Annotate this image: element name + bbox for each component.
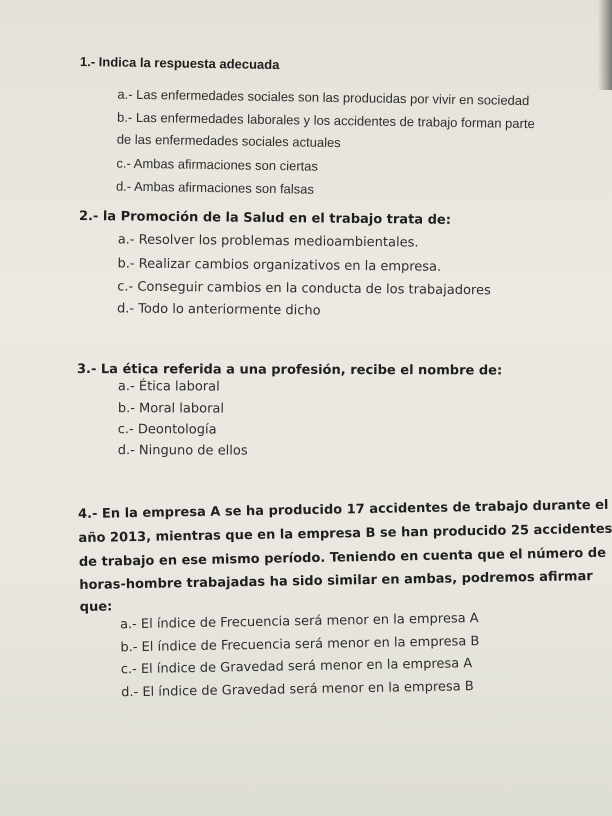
question-3-option-b: b.- Moral laboral xyxy=(117,401,225,417)
question-1 xyxy=(1,0,612,197)
question-3-option-c: c.- Deontología xyxy=(117,422,217,438)
question-1-option-b: b.- Las enfermedades laborales y los accidentes de trabajo forman parte xyxy=(116,109,535,132)
question-4-title-line-1: 4.- En la empresa A se ha producido 17 accidentes de trabajo durante el xyxy=(77,497,609,523)
question-1-option-a: a.- Las enfermedades sociales son las producidas por vivir en sociedad xyxy=(117,86,530,109)
question-4-title-line-3: de trabajo en ese mismo período. Teniendo en cuenta que el número de xyxy=(78,545,607,571)
question-4-title-line-5: que: xyxy=(79,599,113,616)
question-2-option-a: a.- Resolver los problemas medioambientales. xyxy=(117,232,419,251)
question-1-title: 1.- Indica la respuesta adecuada xyxy=(79,54,280,73)
question-4-option-b: b.- El índice de Frecuencia será menor en la empresa B xyxy=(120,634,480,656)
question-4-title-line-2: año 2013, mientras que en la empresa B se han producido 25 accidentes xyxy=(78,521,612,547)
question-4-title-line-4: horas-hombre trabajadas ha sido similar en ambas, podremos afirmar xyxy=(79,569,593,594)
page-edge-shadow xyxy=(598,0,612,90)
question-2-option-b: b.- Realizar cambios organizativos en la empresa. xyxy=(117,256,442,275)
question-3-option-a: a.- Ética laboral xyxy=(117,379,220,395)
question-1-option-d: d.- Ambas afirmaciones son falsas xyxy=(115,178,315,197)
question-4-option-d: d.- El índice de Gravedad será menor en la empresa B xyxy=(121,679,474,701)
question-4-option-c: c.- El índice de Gravedad será menor en la empresa A xyxy=(120,656,473,678)
question-1-option-b-cont: de las enfermedades sociales actuales xyxy=(116,131,341,151)
question-2-option-c: c.- Conseguir cambios en la conducta de los trabajadores xyxy=(117,279,491,299)
question-3-title: 3.- La ética referida a una profesión, recibe el nombre de: xyxy=(76,361,503,379)
question-4-option-a: a.- El índice de Frecuencia será menor en la empresa A xyxy=(119,611,479,633)
question-2-option-d: d.- Todo lo anteriormente dicho xyxy=(116,301,321,319)
question-3-option-d: d.- Ninguno de ellos xyxy=(117,443,248,459)
question-2-title: 2.- la Promoción de la Salud en el trabajo trata de: xyxy=(78,208,452,228)
question-1-option-c: c.- Ambas afirmaciones son ciertas xyxy=(116,155,319,174)
